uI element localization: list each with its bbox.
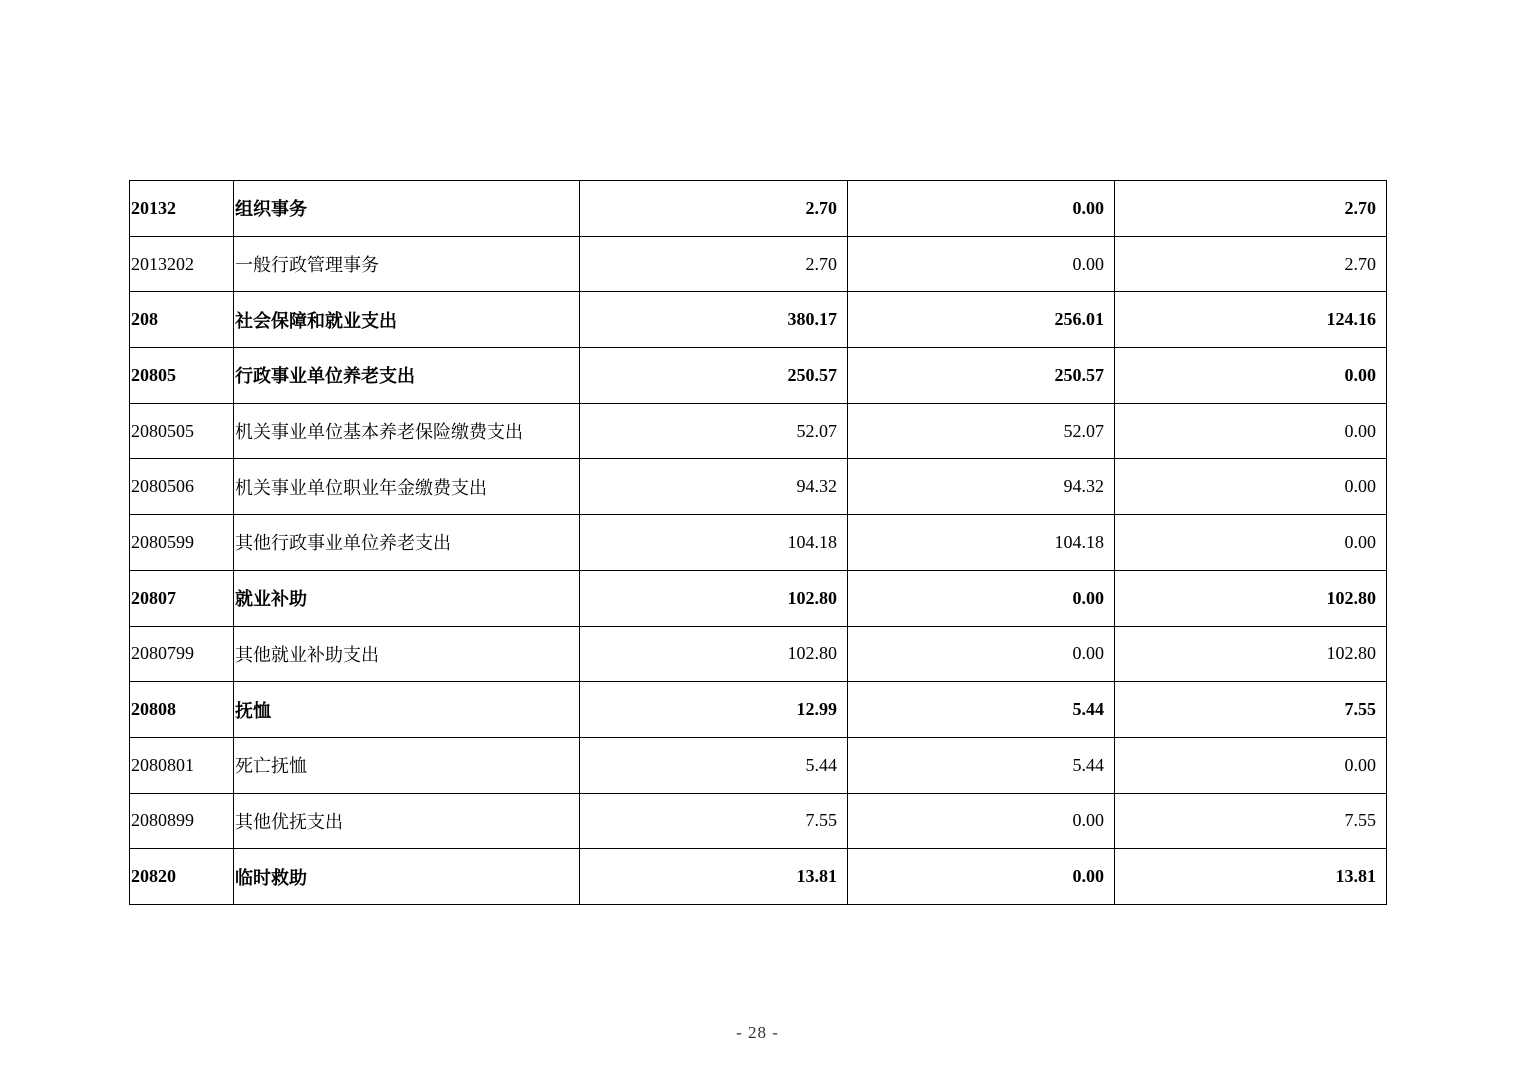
subject-name-cell: 组织事务 — [234, 181, 580, 237]
subject-code-cell: 2080506 — [130, 459, 234, 515]
total-amount-cell: 2.70 — [580, 181, 848, 237]
total-amount-cell: 2.70 — [580, 236, 848, 292]
subject-code-cell: 2080799 — [130, 626, 234, 682]
project-expenditure-cell: 0.00 — [1115, 459, 1387, 515]
total-amount-cell: 250.57 — [580, 348, 848, 404]
project-expenditure-cell: 2.70 — [1115, 236, 1387, 292]
table-body — [130, 181, 1387, 905]
total-amount-cell: 12.99 — [580, 682, 848, 738]
project-expenditure-cell: 0.00 — [1115, 348, 1387, 404]
subject-code-cell: 2080899 — [130, 793, 234, 849]
subject-name-cell: 就业补助 — [234, 570, 580, 626]
basic-expenditure-cell: 52.07 — [848, 403, 1115, 459]
table-row — [130, 292, 1387, 348]
subject-code-cell: 20820 — [130, 849, 234, 905]
project-expenditure-cell: 0.00 — [1115, 403, 1387, 459]
table-row — [130, 626, 1387, 682]
project-expenditure-cell: 124.16 — [1115, 292, 1387, 348]
subject-code-cell: 2080599 — [130, 515, 234, 571]
project-expenditure-cell: 0.00 — [1115, 737, 1387, 793]
total-amount-cell: 94.32 — [580, 459, 848, 515]
basic-expenditure-cell: 0.00 — [848, 570, 1115, 626]
project-expenditure-cell: 13.81 — [1115, 849, 1387, 905]
project-expenditure-cell: 7.55 — [1115, 793, 1387, 849]
basic-expenditure-cell: 5.44 — [848, 737, 1115, 793]
project-expenditure-cell: 0.00 — [1115, 515, 1387, 571]
total-amount-cell: 7.55 — [580, 793, 848, 849]
subject-name-cell: 抚恤 — [234, 682, 580, 738]
subject-name-cell: 机关事业单位职业年金缴费支出 — [234, 459, 580, 515]
subject-code-cell: 2080801 — [130, 737, 234, 793]
subject-code-cell: 20808 — [130, 682, 234, 738]
basic-expenditure-cell: 5.44 — [848, 682, 1115, 738]
table-row — [130, 515, 1387, 571]
table-row — [130, 348, 1387, 404]
project-expenditure-cell: 102.80 — [1115, 570, 1387, 626]
basic-expenditure-cell: 0.00 — [848, 793, 1115, 849]
basic-expenditure-cell: 0.00 — [848, 236, 1115, 292]
subject-name-cell: 其他行政事业单位养老支出 — [234, 515, 580, 571]
table-row — [130, 403, 1387, 459]
subject-code-cell: 20132 — [130, 181, 234, 237]
page-number: - 28 - — [736, 1023, 779, 1042]
table-row — [130, 849, 1387, 905]
subject-name-cell: 其他就业补助支出 — [234, 626, 580, 682]
table-row — [130, 682, 1387, 738]
expenditure-table — [129, 180, 1387, 905]
subject-code-cell: 20805 — [130, 348, 234, 404]
total-amount-cell: 102.80 — [580, 570, 848, 626]
subject-name-cell: 死亡抚恤 — [234, 737, 580, 793]
basic-expenditure-cell: 0.00 — [848, 626, 1115, 682]
table-row — [130, 793, 1387, 849]
table-row — [130, 570, 1387, 626]
total-amount-cell: 104.18 — [580, 515, 848, 571]
project-expenditure-cell: 102.80 — [1115, 626, 1387, 682]
subject-name-cell: 临时救助 — [234, 849, 580, 905]
subject-code-cell: 2080505 — [130, 403, 234, 459]
basic-expenditure-cell: 104.18 — [848, 515, 1115, 571]
project-expenditure-cell: 7.55 — [1115, 682, 1387, 738]
table-row — [130, 236, 1387, 292]
subject-name-cell: 其他优抚支出 — [234, 793, 580, 849]
basic-expenditure-cell: 94.32 — [848, 459, 1115, 515]
subject-code-cell: 2013202 — [130, 236, 234, 292]
table-row — [130, 181, 1387, 237]
project-expenditure-cell: 2.70 — [1115, 181, 1387, 237]
total-amount-cell: 380.17 — [580, 292, 848, 348]
subject-code-cell: 20807 — [130, 570, 234, 626]
subject-name-cell: 社会保障和就业支出 — [234, 292, 580, 348]
basic-expenditure-cell: 0.00 — [848, 181, 1115, 237]
basic-expenditure-cell: 0.00 — [848, 849, 1115, 905]
subject-code-cell: 208 — [130, 292, 234, 348]
table-row — [130, 737, 1387, 793]
basic-expenditure-cell: 256.01 — [848, 292, 1115, 348]
table-row — [130, 459, 1387, 515]
subject-name-cell: 机关事业单位基本养老保险缴费支出 — [234, 403, 580, 459]
subject-name-cell: 行政事业单位养老支出 — [234, 348, 580, 404]
total-amount-cell: 5.44 — [580, 737, 848, 793]
total-amount-cell: 52.07 — [580, 403, 848, 459]
basic-expenditure-cell: 250.57 — [848, 348, 1115, 404]
total-amount-cell: 13.81 — [580, 849, 848, 905]
total-amount-cell: 102.80 — [580, 626, 848, 682]
subject-name-cell: 一般行政管理事务 — [234, 236, 580, 292]
